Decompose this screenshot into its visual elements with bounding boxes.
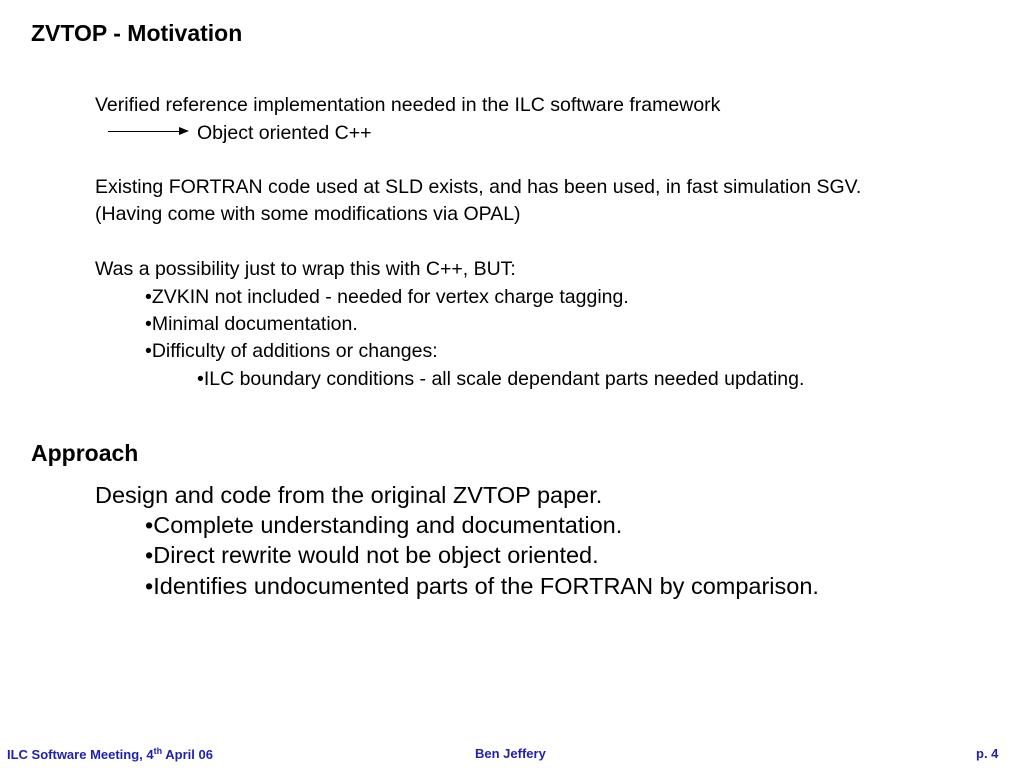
approach-bullet: •Direct rewrite would not be object oriented. xyxy=(145,542,599,568)
arrow-shaft xyxy=(108,131,180,132)
motivation-bullet: •Difficulty of additions or changes: xyxy=(145,340,438,362)
footer-meeting-prefix: ILC Software Meeting, 4 xyxy=(7,747,154,762)
motivation-sub-bullet: •ILC boundary conditions - all scale dependant parts needed updating. xyxy=(197,368,805,390)
footer-meeting-sup: th xyxy=(153,746,163,756)
arrow-target-text: Object oriented C++ xyxy=(197,122,372,144)
motivation-line-1: Verified reference implementation needed in the ILC software framework xyxy=(95,94,721,116)
approach-intro: Design and code from the original ZVTOP paper. xyxy=(95,482,603,508)
motivation-bullet: •ZVKIN not included - needed for vertex charge tagging. xyxy=(145,286,629,308)
motivation-line-3: (Having come with some modifications via OPAL) xyxy=(95,203,521,225)
approach-bullet: •Complete understanding and documentation. xyxy=(145,512,623,538)
footer-meeting xyxy=(7,746,213,762)
footer-author: Ben Jeffery xyxy=(475,746,546,761)
approach-bullet: •Identifies undocumented parts of the FORTRAN by comparison. xyxy=(145,573,819,599)
motivation-bullet: •Minimal documentation. xyxy=(145,313,358,335)
arrow-right-icon xyxy=(179,127,189,135)
motivation-line-2: Existing FORTRAN code used at SLD exists, and has been used, in fast simulation SGV. xyxy=(95,176,862,198)
footer-page-number: p. 4 xyxy=(976,746,999,761)
motivation-line-4: Was a possibility just to wrap this with C++, BUT: xyxy=(95,258,516,280)
approach-heading: Approach xyxy=(31,440,139,466)
footer-meeting-suffix: April 06 xyxy=(162,747,213,762)
slide-title: ZVTOP - Motivation xyxy=(31,20,243,46)
